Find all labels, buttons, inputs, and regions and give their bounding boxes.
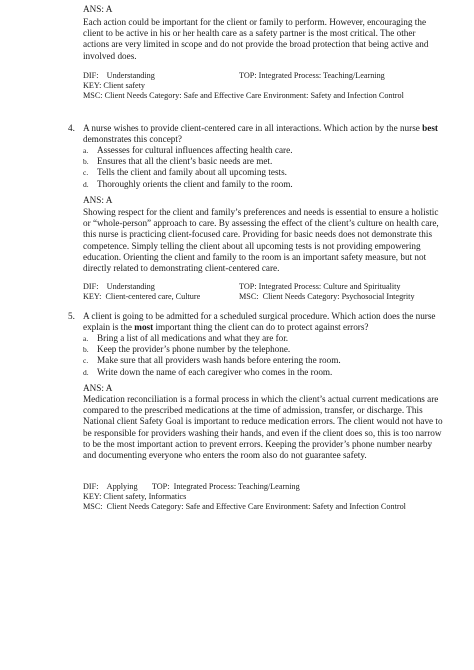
q3-topic: TOP: Integrated Process: Teaching/Learning bbox=[239, 71, 385, 80]
option-letter: d. bbox=[83, 179, 89, 189]
option-letter: b. bbox=[83, 157, 89, 167]
q3-msc: MSC: Client Needs Category: Safe and Effective Care Environment: Safety and Infection Control bbox=[83, 91, 404, 100]
option-text: Make sure that all providers wash hands before entering the room. bbox=[97, 355, 341, 366]
question-5-stem-bold: most bbox=[134, 322, 154, 333]
q4-topic: TOP: Integrated Process: Culture and Spirituality bbox=[239, 282, 401, 291]
q5-answer: ANS: A bbox=[83, 383, 113, 393]
question-5-number: 5. bbox=[68, 311, 75, 321]
q5-msc: MSC: Client Needs Category: Safe and Effective Care Environment: Safety and Infection Control bbox=[83, 502, 406, 511]
option-letter: c. bbox=[83, 168, 89, 178]
q4-answer: ANS: A bbox=[83, 195, 113, 205]
option-text: Assesses for cultural influences affecting health care. bbox=[97, 145, 293, 155]
q3-key: KEY: Client safety bbox=[83, 81, 146, 90]
q3-answer: ANS: A bbox=[83, 4, 113, 14]
question-5-stem-b: important thing the client can do to protect against errors? bbox=[153, 322, 369, 333]
q3-metadata bbox=[83, 71, 404, 101]
q3-rationale bbox=[83, 17, 443, 62]
q3-rationale-text: Each action could be important for the client or family to perform. However, encouraging the client to be active in his or her health care as a safety partner is the most critical. The other actions are very limited in scope and do not provide the broad protection that being active and involved does. bbox=[83, 17, 429, 61]
q4-key: KEY: Client-centered care, Culture bbox=[83, 292, 201, 301]
option-text: Thoroughly orients the client and family to the room. bbox=[97, 178, 293, 189]
q4-rationale bbox=[83, 207, 443, 274]
q5-rationale-text: Medication reconciliation is a formal process in which the client’s actual current medications are compared to the prescribed medications at the time of admission, transfer, or discharge. This National client Safety Goal is important to reduce medication errors. The client would not have to be responsible for providers washing their hands, and even if the client does so, this is too narrow to be the most important action to prevent errors. Keeping the provider’s phone number nearby and documenting everyone who enters the room also do not guarantee safety. bbox=[83, 394, 443, 461]
option-letter: c. bbox=[83, 356, 89, 366]
option-text: Bring a list of all medications and what they are for. bbox=[97, 333, 289, 343]
option-text: Write down the name of each caregiver who comes in the room. bbox=[97, 366, 333, 377]
option-letter: b. bbox=[83, 345, 89, 355]
q4-metadata bbox=[83, 282, 415, 302]
q4-rationale-text: Showing respect for the client and family’s preferences and needs is essential to ensure a holistic or “whole-person” approach to care. By assessing the effect of the client’s culture on health care, this nurse is practicing client-focused care. Providing for basic needs does not demonstrate this competence. Simply telling the client about all upcoming tests is not providing empowering education. Orienting the client and family to the room is an important safety measure, but not directly related to demonstrating client-centered care. bbox=[83, 207, 439, 274]
question-4-stem-b: demonstrates this concept? bbox=[83, 134, 182, 145]
question-4-stem-bold: best bbox=[422, 123, 438, 133]
q5-metadata bbox=[83, 482, 406, 512]
q5-key: KEY: Client safety, Informatics bbox=[83, 492, 187, 501]
q4-msc: MSC: Client Needs Category: Psychosocial Integrity bbox=[239, 292, 415, 301]
q4-difficulty: DIF: Understanding bbox=[83, 282, 155, 291]
option-letter: a. bbox=[83, 334, 89, 343]
question-4-stem bbox=[83, 123, 443, 145]
question-5-stem bbox=[83, 311, 443, 333]
question-4-stem-a: A nurse wishes to provide client-centered care in all interactions. Which action by the nurse bbox=[83, 123, 423, 133]
question-4-number: 4. bbox=[68, 123, 75, 133]
option-text: Ensures that all the client’s basic needs are met. bbox=[97, 156, 273, 167]
q5-rationale bbox=[83, 394, 443, 461]
option-text: Tells the client and family about all upcoming tests. bbox=[97, 167, 287, 178]
option-letter: a. bbox=[83, 146, 89, 155]
q3-difficulty: DIF: Understanding bbox=[83, 71, 155, 80]
option-text: Keep the provider’s phone number by the telephone. bbox=[97, 344, 291, 355]
question-5-stem-a: A client is going to be admitted for a scheduled surgical procedure. Which action does the nurse explain is the bbox=[83, 311, 436, 333]
q5-difficulty-topic: DIF: Applying TOP: Integrated Process: Teaching/Learning bbox=[83, 482, 300, 491]
option-letter: d. bbox=[83, 367, 89, 377]
